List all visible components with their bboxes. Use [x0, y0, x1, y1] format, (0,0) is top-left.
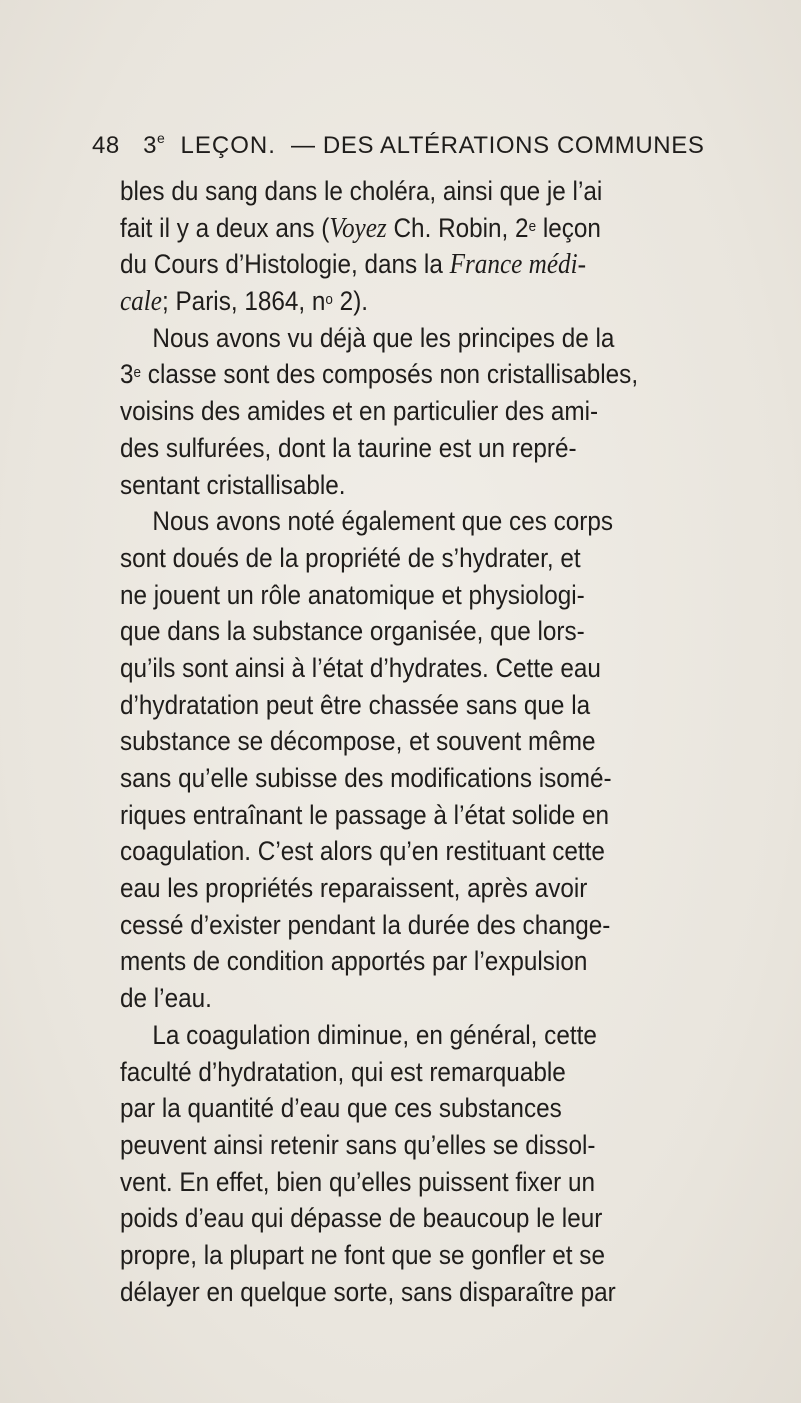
- text-line: des sulfurées, dont la taurine est un repré-: [120, 432, 577, 463]
- text-line: vent. En effet, bien qu’elles puissent fixer un: [120, 1166, 596, 1197]
- text-line: que dans la substance organisée, que lors-: [120, 616, 585, 647]
- text-line: cale; Paris, 1864, $n^o$ 2).: [120, 286, 369, 318]
- text-line: riques entraînant le passage à l’état solide en: [120, 799, 610, 830]
- italic-journal-title-end: cale: [120, 286, 162, 318]
- text-line: cessé d’exister pendant la durée des change-: [120, 909, 611, 940]
- paragraph-start: La coagulation diminue, en général, cette: [152, 1019, 597, 1050]
- text-line: propre, la plupart ne font que se gonfler et se: [120, 1239, 605, 1270]
- text-line: poids d’eau qui dépasse de beaucoup le leur: [120, 1203, 603, 1234]
- text-line: voisins des amides et en particulier des ami-: [120, 396, 599, 427]
- italic-journal-title: France médi-: [449, 249, 587, 281]
- text-line: du Cours d’Histologie, dans la France médi-: [120, 249, 587, 281]
- running-header: [92, 132, 712, 166]
- text-line: de l’eau.: [120, 983, 212, 1014]
- text-line: 3e classe sont des composés non cristallisables,: [120, 359, 639, 390]
- paragraph-start: Nous avons noté également que ces corps: [152, 506, 614, 537]
- text-line: ments de condition apportés par l’expulsion: [120, 946, 588, 977]
- text-line: fait il y a deux ans (Voyez Ch. Robin, 2e leçon: [120, 212, 601, 244]
- text-line: ne jouent un rôle anatomique et physiologi-: [120, 579, 585, 610]
- text-line: par la quantité d’eau que ces substances: [120, 1093, 562, 1124]
- text-line: faculté d’hydratation, qui est remarquable: [120, 1056, 566, 1087]
- lesson-word: LEÇON.: [180, 132, 276, 159]
- lesson-number: 3e: [143, 130, 166, 159]
- text-line: bles du sang dans le choléra, ainsi que je l’ai: [120, 176, 603, 206]
- text-line: sont doués de la propriété de s’hydrater, et: [120, 542, 581, 573]
- text-line: peuvent ainsi retenir sans qu’elles se dissol-: [120, 1129, 596, 1160]
- body-text: [120, 173, 639, 1310]
- text-line: sans qu’elle subisse des modifications isomé-: [120, 763, 612, 793]
- text-line: coagulation. C’est alors qu’en restituant cette: [120, 836, 605, 867]
- text-line: délayer en quelque sorte, sans disparaître par: [120, 1276, 616, 1307]
- italic-voyez: Voyez: [329, 212, 387, 244]
- text-line: qu’ils sont ainsi à l’état d’hydrates. Cette eau: [120, 652, 601, 683]
- page-number: 48: [92, 132, 120, 159]
- running-title: — DES ALTÉRATIONS COMMUNES: [291, 132, 705, 159]
- text-line: sentant cristallisable.: [120, 469, 346, 500]
- paragraph-start: Nous avons vu déjà que les principes de la: [152, 322, 615, 353]
- text-line: substance se décompose, et souvent même: [120, 726, 596, 757]
- text-line: eau les propriétés reparaissent, après avoir: [120, 873, 588, 904]
- text-line: d’hydratation peut être chassée sans que la: [120, 689, 591, 720]
